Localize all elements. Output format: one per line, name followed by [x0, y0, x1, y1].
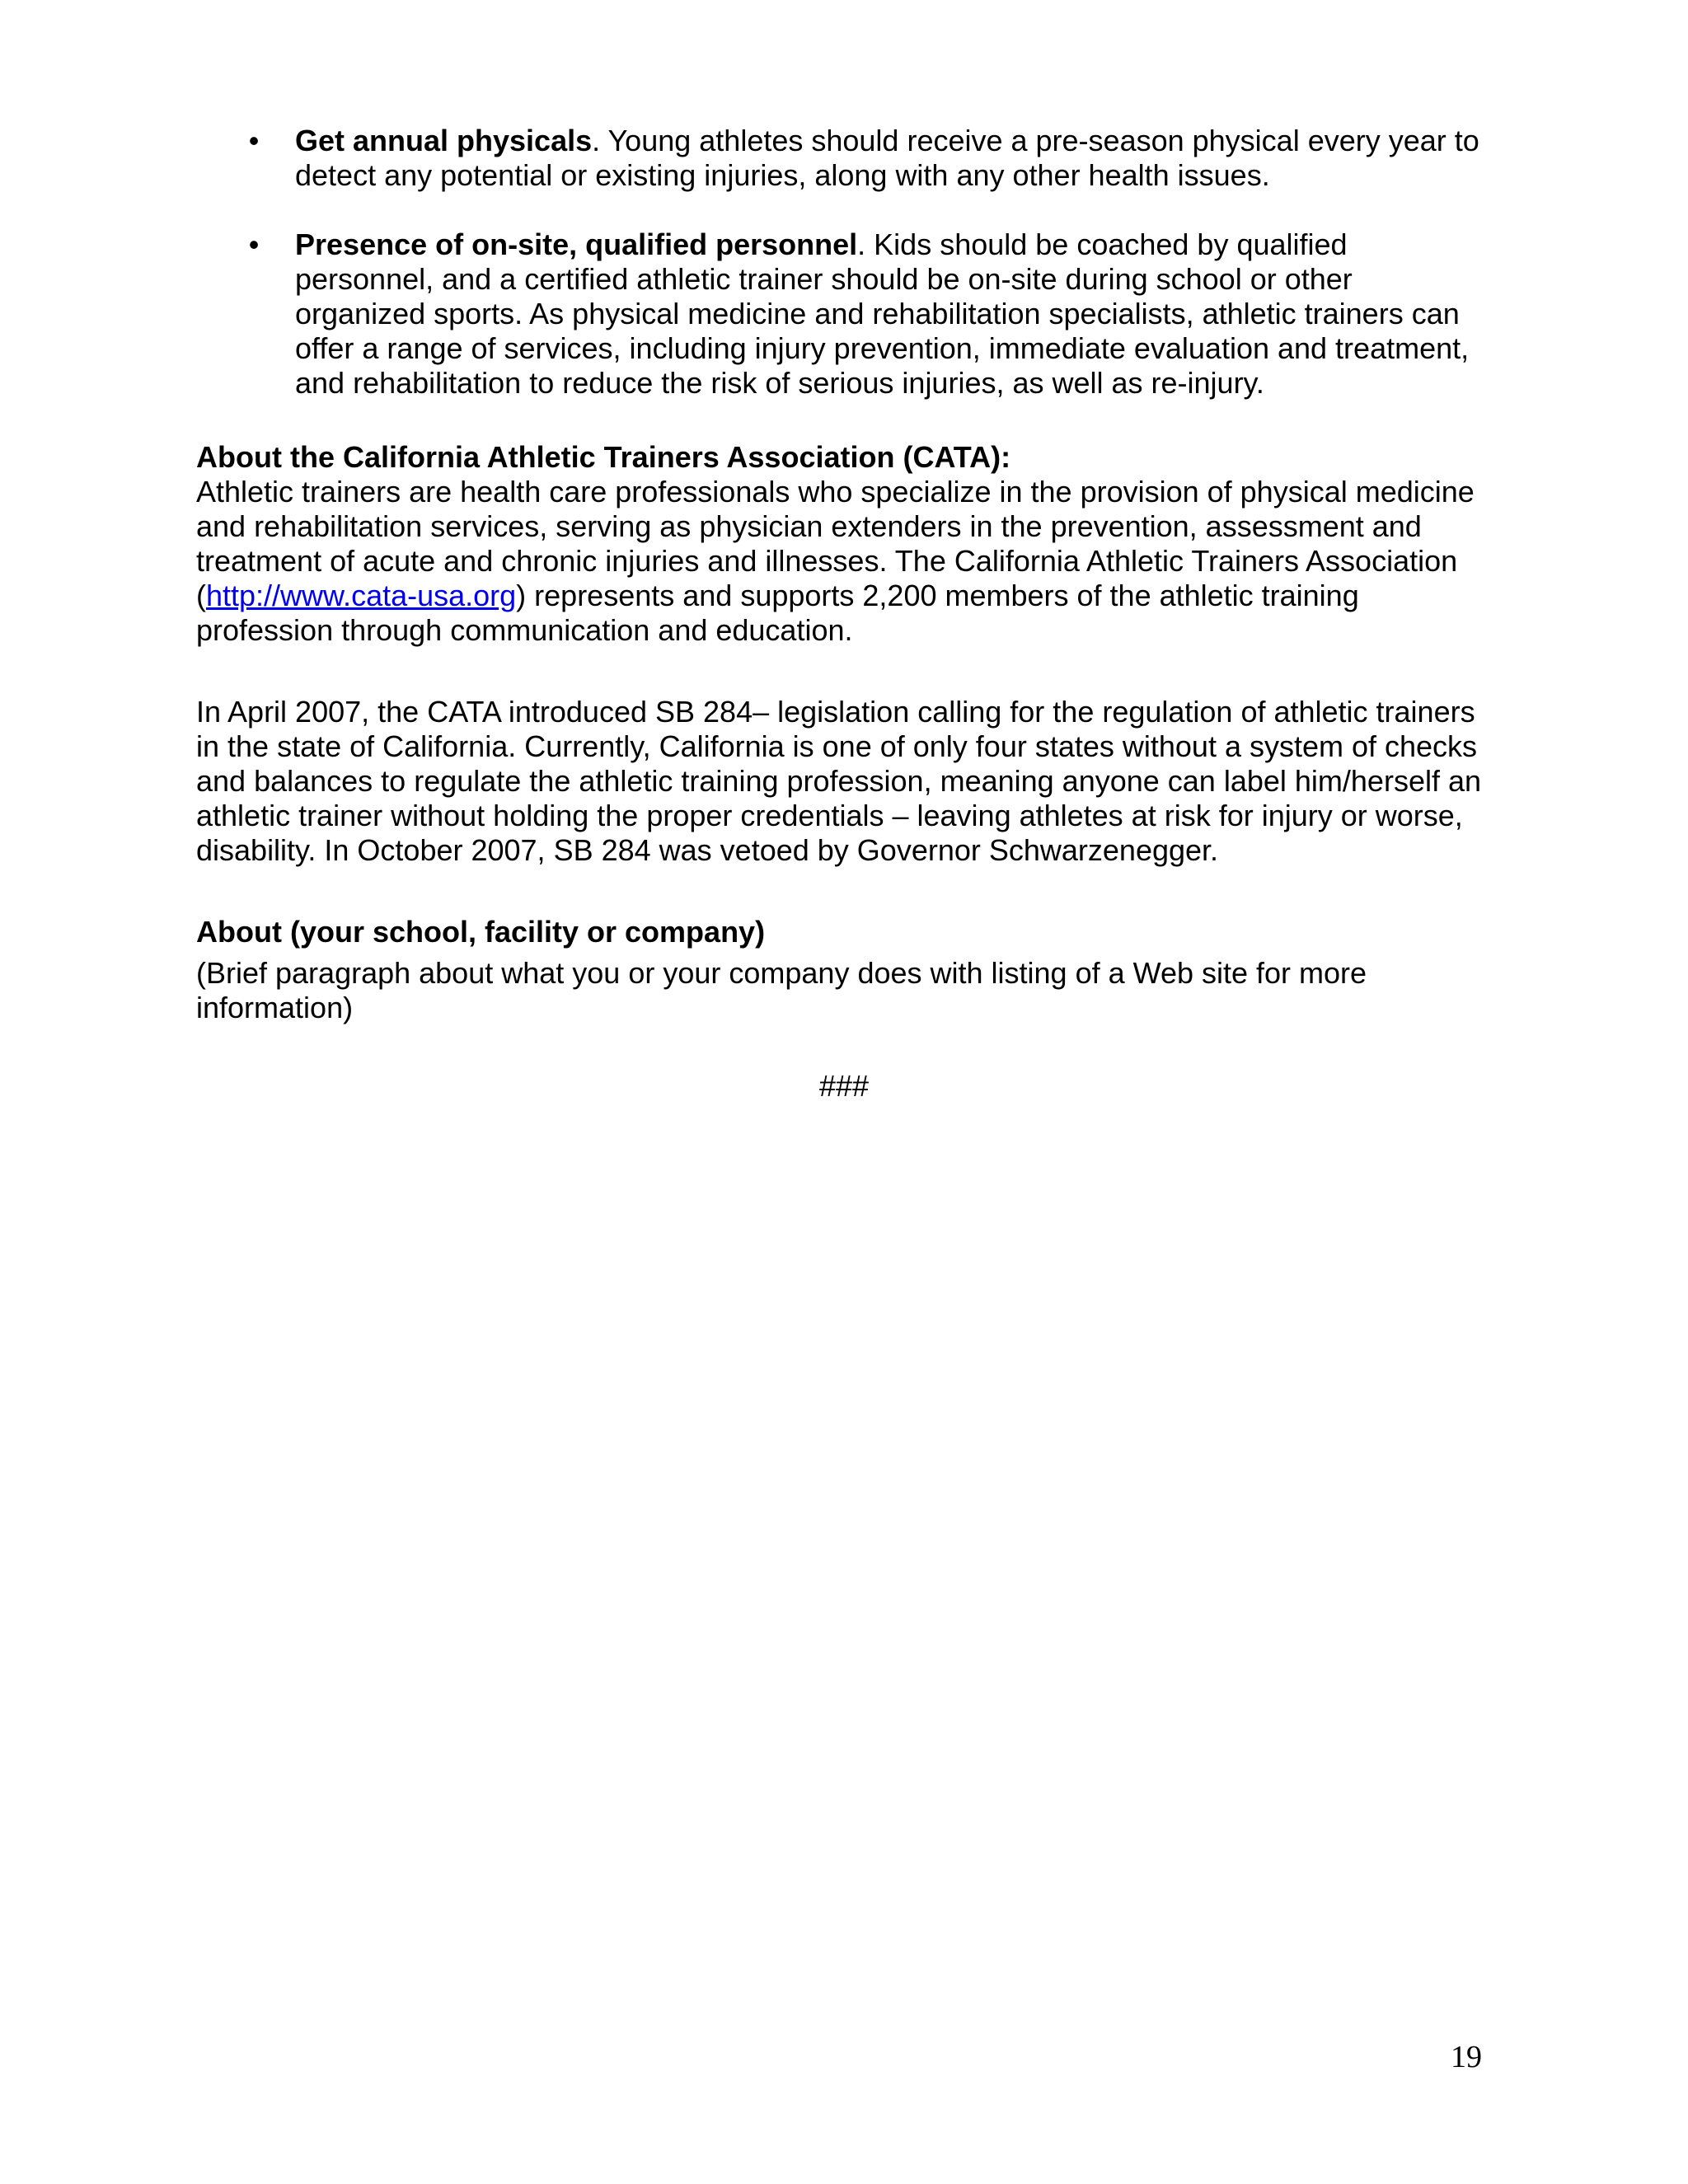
about-cata-text-after: ) represents and supports 2,200 members of the athletic training profession through communication and education.	[196, 579, 1359, 647]
about-cata-heading: About the California Athletic Trainers Association (CATA):	[196, 440, 1011, 474]
about-you-section	[196, 915, 1490, 1025]
about-cata-paragraph	[196, 475, 1490, 648]
bullet-text: . Kids should be coached by qualified personnel, and a certified athletic trainer should be on-site during school or other organized sports. As physical medicine and rehabilitation specialists, athletic trainers can offer a range of services, including injury prevention, immediate evaluation and treatment, and rehabilitation to reduce the risk of serious injuries, as well as re-injury.	[295, 227, 1470, 400]
bullet-text: . Young athletes should receive a pre-season physical every year to detect any potential or existing injuries, along with any other health issues.	[295, 124, 1479, 192]
about-cata-text-before: Athletic trainers are health care professionals who specialize in the provision of physical medicine and rehabilitation services, serving as physician extenders in the prevention, assessment and treatment of acute and chronic injuries and illnesses. The California Athletic Trainers Association (	[196, 475, 1475, 612]
bullet-title: Presence of on-site, qualified personnel	[295, 227, 858, 261]
end-mark: ###	[818, 1069, 870, 1103]
about-you-paragraph: (Brief paragraph about what you or your company does with listing of a Web site for more information)	[196, 956, 1367, 1024]
bullet-item-onsite-personnel	[196, 227, 1482, 401]
sb284-paragraph: In April 2007, the CATA introduced SB 284– legislation calling for the regulation of athletic trainers in the state of California. Currently, California is one of only four states without a system of checks and balances to regulate the athletic training profession, meaning anyone can label him/herself an athletic trainer without holding the proper credentials – leaving athletes at risk for injury or worse, disability. In October 2007, SB 284 was vetoed by Governor Schwarzenegger.	[196, 695, 1482, 867]
about-cata-section	[196, 440, 1490, 648]
bullet-item-annual-physicals	[196, 124, 1482, 193]
page-number: 19	[1451, 2040, 1482, 2074]
tips-bullet-list	[196, 124, 1482, 435]
cata-website-link[interactable]: http://www.cata-usa.org	[206, 579, 517, 612]
bullet-marker: •	[248, 227, 260, 261]
bullet-marker: •	[248, 124, 260, 157]
about-you-heading: About (your school, facility or company)	[196, 915, 766, 949]
bullet-title: Get annual physicals	[295, 124, 593, 157]
